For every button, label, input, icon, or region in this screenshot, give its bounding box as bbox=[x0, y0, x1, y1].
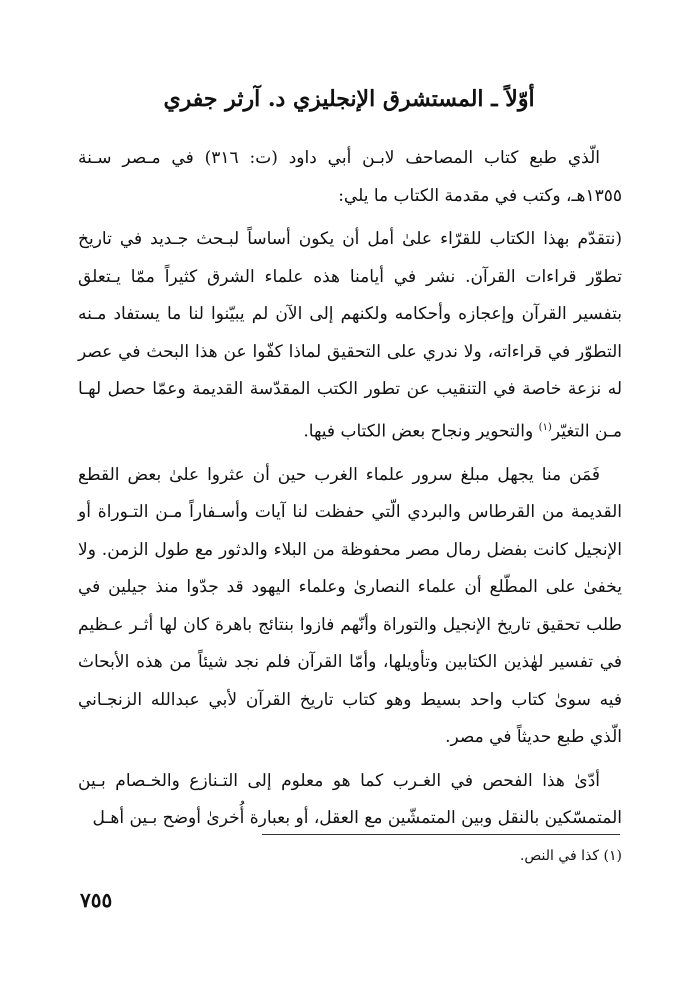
paragraph-2-text: (نتقدّم بهذا الكتاب للقرّاء علىٰ أمل أن يكون أساساً لبـحث جـديد في تاريخ تطوّر قراءات القرآن. نشر في أيامنا هذه علماء الشرق كثيراً ممّا يـتعلق بتفسير القرآن وإعجازه وأحكامه ولكنهم إلى الآن لم يبيّنوا لنا ما يستفاد مـنه التطوّر في قراءاته، ولا ندري على التحقيق لماذا كفّوا عن هذا البحث في عصر له نزعة خاصة في التنقيب عن تطور الكتب المقدّسة القديمة وعمّا حصل لهـا مـن التغيّر bbox=[78, 229, 622, 442]
paragraph-2-quote bbox=[78, 221, 622, 451]
paragraph-4: أدّىٰ هذا الفحص في الغـرب كما هو معلوم إلى التـنازع والخـصام بـين المتمسّكين بالنقل وبين المتمشّين مع العقل، أو بعبارة أُخرىٰ أوضح بـين أهـل bbox=[78, 770, 622, 829]
section-heading: أوّلاً ـ المستشرق الإنجليزي د. آرثر جفري bbox=[163, 86, 535, 112]
paragraph-2-end: والتحوير ونجاح بعض الكتاب فيها. bbox=[303, 421, 539, 442]
footnote: (١) كذا في النص. bbox=[519, 848, 622, 864]
body-text bbox=[78, 140, 622, 844]
footnote-divider bbox=[262, 834, 620, 835]
page-number: ٧٥٥ bbox=[80, 888, 113, 912]
footnote-reference: (١) bbox=[538, 421, 552, 433]
paragraph-3: فَمَن منا يجهل مبلغ سرور علماء الغرب حين أن عثروا علىٰ بعض القطع القديمة من القرطاس والبردي الّتي حفظت لنا آيات وأسـفاراً مـن التـوراة أو الإنجيل كانت بفضل رمال مصر محفوظة من البلاء والدثور مع طول الزمن. ولا يخفىٰ على المطّلع أن علماء النصارىٰ وعلماء اليهود قد جدّوا منذ جيلين في طلب تحقيق تاريخ الإنجيل والتوراة وأنّهم فازوا بنتائج باهرة كان لها أثـر عـظيم في تفسير لهٰذين الكتابين وتأويلها، وأمّا القرآن فلم نجد شيئاً من هذه الأبحاث فيه سوىٰ كتاب واحد بسيط وهو كتاب تاريخ القرآن لأبي عبدالله الزنجـاني الّذي طبع حديثاً في مصر. bbox=[78, 464, 622, 748]
paragraph-1: الّذي طبع كتاب المصاحف لابـن أبي داود (ت: ٣١٦) في مـصر سـنة ١٣٥٥هـ، وكتب في مقدمة الكتاب ما يلي: bbox=[78, 148, 622, 206]
